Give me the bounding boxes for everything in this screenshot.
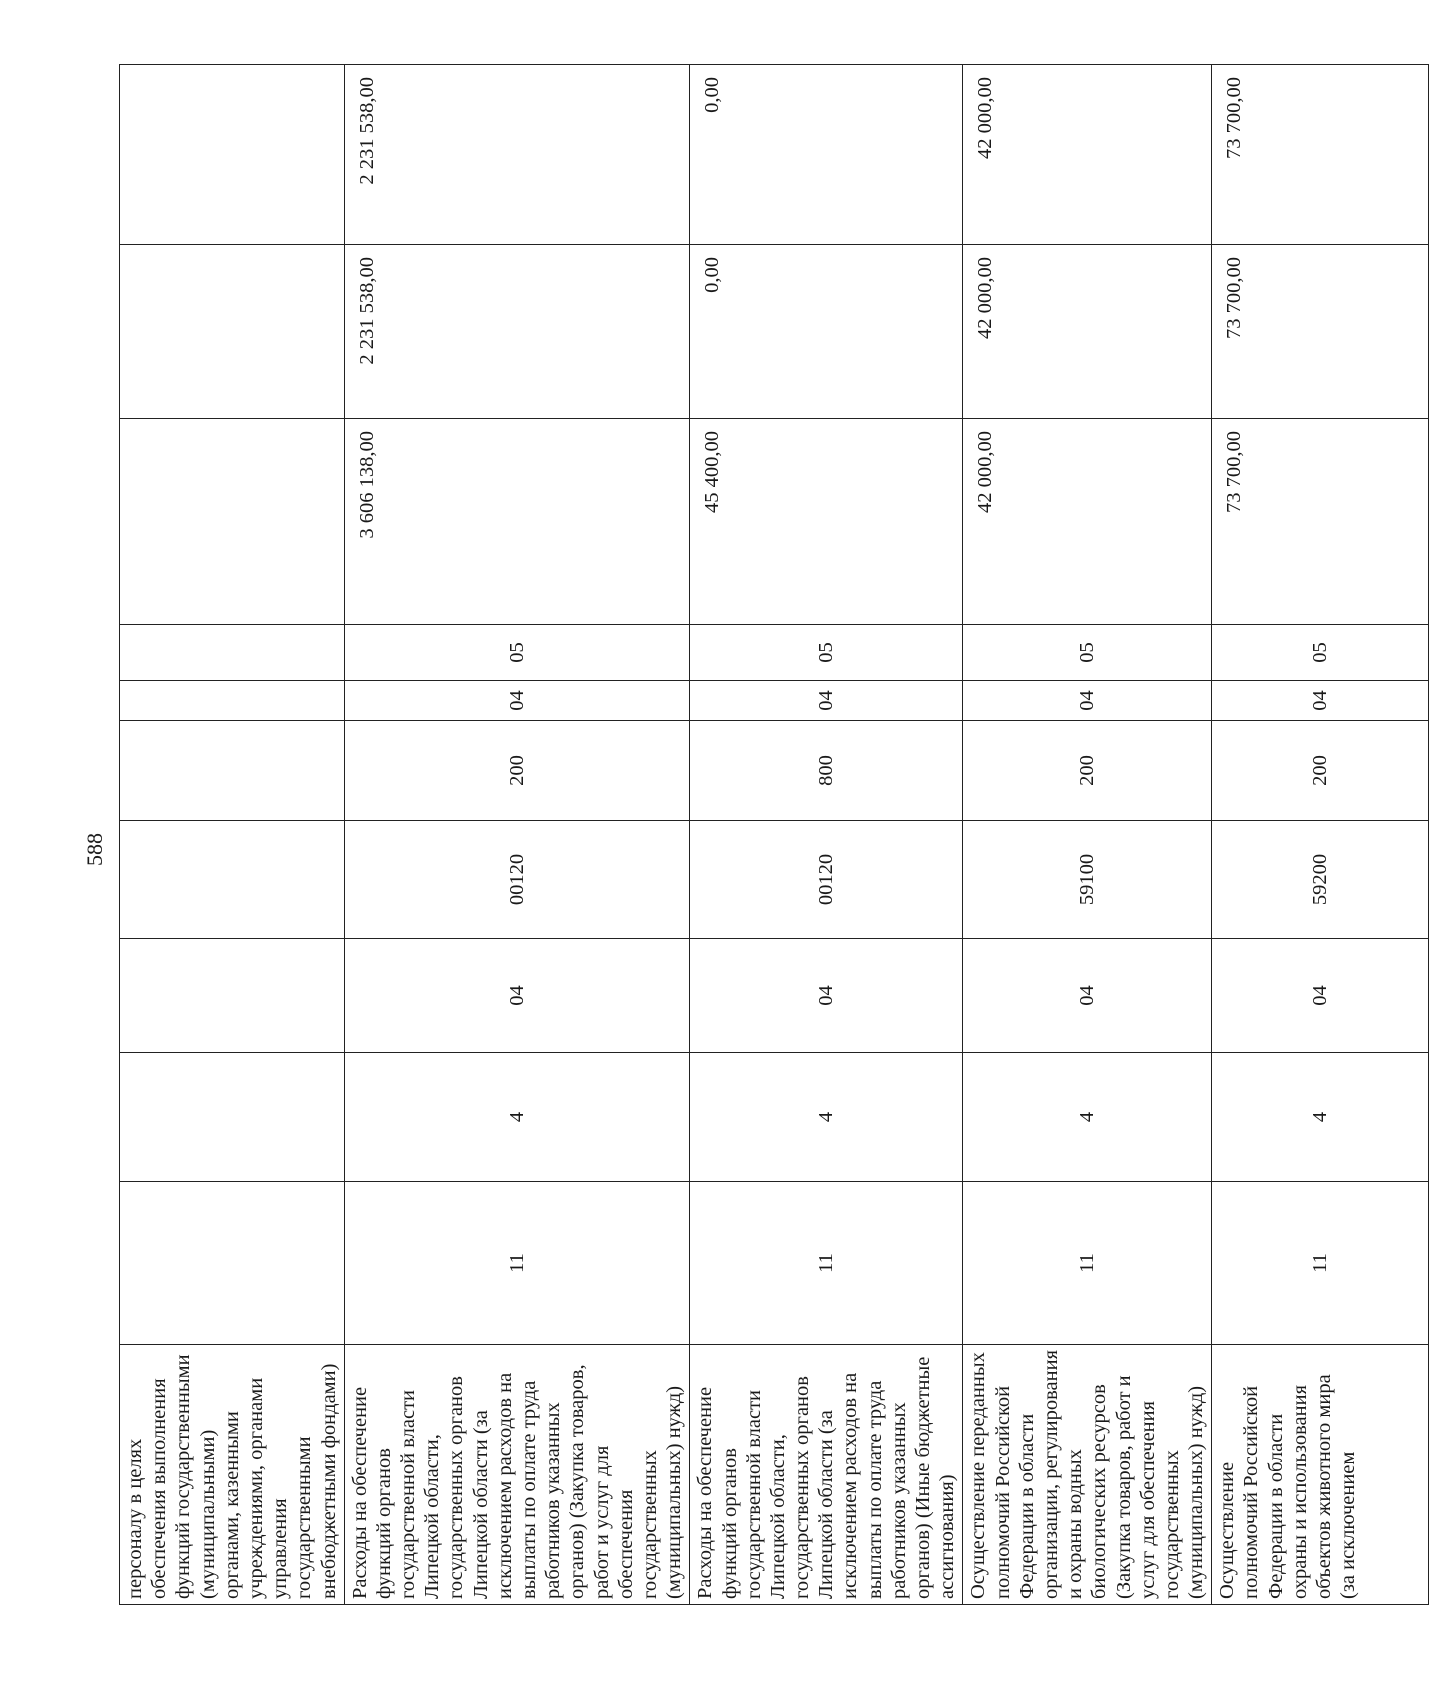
code-cell: 05 [963,625,1212,681]
table-row [120,65,345,1605]
code-cell: 4 [963,1053,1212,1182]
code-cell: 11 [963,1182,1212,1345]
row-description: персоналу в целях обеспечения выполнения функций государственными (муниципальными) органами, казенными учреждениями, органами управления государственными внебюджетными фондами) [120,1345,345,1605]
code-cell: 00120 [344,821,690,939]
code-cell: 05 [344,625,690,681]
row-description: Расходы на обеспечение функций органов государственной власти Липецкой области, государственных органов Липецкой области (за исключением расходов на выплаты по оплате труда работников указанных органов) (Иные бюджетные ассигнования) [690,1345,963,1605]
code-cell: 4 [344,1053,690,1182]
amount-cell: 73 700,00 [1212,245,1429,419]
amount-cell: 2 231 538,00 [344,65,690,245]
table-row [1212,65,1429,1605]
code-cell [120,821,345,939]
code-cell [120,625,345,681]
code-cell: 59100 [963,821,1212,939]
code-cell: 04 [963,681,1212,721]
table-row [344,65,690,1605]
code-cell: 11 [344,1182,690,1345]
amount-cell: 0,00 [690,65,963,245]
code-cell: 04 [1212,939,1429,1053]
budget-table [119,64,1429,1605]
code-cell: 11 [690,1182,963,1345]
page-number: 588 [82,833,107,866]
code-cell [120,1053,345,1182]
code-cell [120,939,345,1053]
row-description: Осуществление переданных полномочий Российской Федерации в области организации, регулирования и охраны водных биологических ресурсов (Закупка товаров, работ и услуг для обеспечения государственных (муниципальных) нужд) [963,1345,1212,1605]
amount-cell: 42 000,00 [963,65,1212,245]
amount-cell [120,65,345,245]
amount-cell: 2 231 538,00 [344,245,690,419]
amount-cell: 0,00 [690,245,963,419]
row-description: Расходы на обеспечение функций органов государственной власти Липецкой области, государственных органов Липецкой области (за исключением расходов на выплаты по оплате труда работников указанных органов) (Закупка товаров, работ и услуг для обеспечения государственных (муниципальных) нужд) [344,1345,690,1605]
table-row [690,65,963,1605]
row-description: Осуществление полномочий Российской Федерации в области охраны и использования объектов животного мира (за исключением [1212,1345,1429,1605]
code-cell: 04 [344,939,690,1053]
amount-cell: 3 606 138,00 [344,419,690,625]
code-cell: 04 [344,681,690,721]
code-cell: 04 [690,939,963,1053]
amount-cell: 42 000,00 [963,419,1212,625]
amount-cell: 73 700,00 [1212,65,1429,245]
code-cell: 05 [690,625,963,681]
code-cell: 04 [963,939,1212,1053]
code-cell: 4 [690,1053,963,1182]
code-cell: 800 [690,721,963,821]
code-cell: 05 [1212,625,1429,681]
code-cell: 00120 [690,821,963,939]
code-cell [120,721,345,821]
code-cell: 11 [1212,1182,1429,1345]
table-row [963,65,1212,1605]
landscape-table-frame [119,65,1360,1605]
rotated-table-container [119,65,1360,1605]
code-cell: 200 [1212,721,1429,821]
code-cell: 59200 [1212,821,1429,939]
amount-cell [120,419,345,625]
code-cell: 4 [1212,1053,1429,1182]
amount-cell [120,245,345,419]
code-cell: 04 [1212,681,1429,721]
code-cell: 200 [344,721,690,821]
amount-cell: 45 400,00 [690,419,963,625]
code-cell: 04 [690,681,963,721]
amount-cell: 73 700,00 [1212,419,1429,625]
code-cell [120,1182,345,1345]
code-cell: 200 [963,721,1212,821]
code-cell [120,681,345,721]
amount-cell: 42 000,00 [963,245,1212,419]
